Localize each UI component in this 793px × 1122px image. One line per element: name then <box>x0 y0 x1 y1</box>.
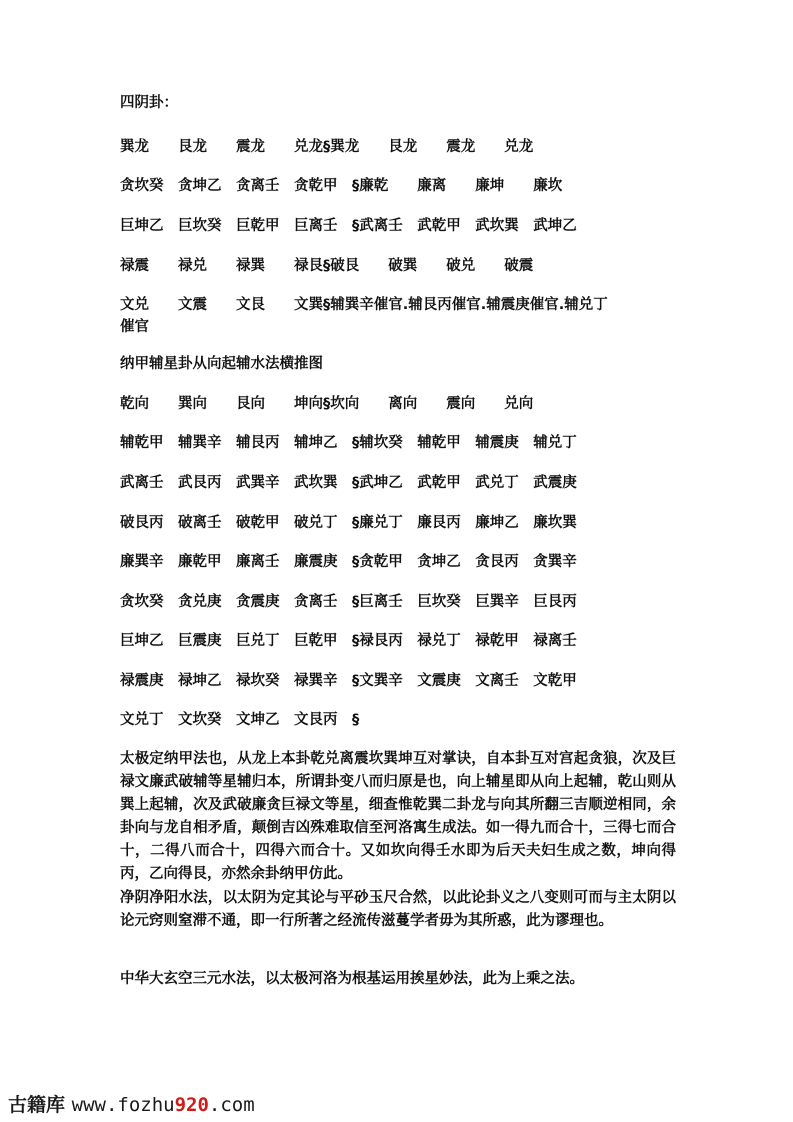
section-heading: 纳甲辅星卦从向起辅水法横推图 <box>120 356 323 372</box>
text-line: 破艮丙 破离壬 破乾甲 破兑丁 §廉兑丁 廉艮丙 廉坤乙 廉坎巽 <box>120 515 577 531</box>
body-paragraph: 净阴净阳水法，以太阴为定其论与平砂玉尺合然，以此论卦义之八变则可而与主太阴以论元窍则窒滞不通，即一行所著之经流传滋蔓学者毋为其所惑，此为谬理也。 <box>120 890 676 929</box>
body-paragraph: 中华大玄空三元水法，以太极河洛为根基运用挨星妙法，此为上乘之法。 <box>120 971 584 987</box>
text-line: 巨坤乙 巨震庚 巨兑丁 巨乾甲 §禄艮丙 禄兑丁 禄乾甲 禄离壬 <box>120 633 577 649</box>
text-line: 辅乾甲 辅巽辛 辅艮丙 辅坤乙 §辅坎癸 辅乾甲 辅震庚 辅兑丁 <box>120 435 577 451</box>
text-line: 武离壬 武艮丙 武巽辛 武坎巽 §武坤乙 武乾甲 武兑丁 武震庚 <box>120 475 577 491</box>
site-name: 古籍库 <box>8 1094 66 1116</box>
text-line: 文兑丁 文坎癸 文坤乙 文艮丙 § <box>120 712 360 728</box>
heading-four-yin-gua: 四阴卦： <box>120 95 178 111</box>
text-line: 文兑 文震 文艮 文巽§辅巽辛催官.辅艮丙催官.辅震庚催官.辅兑丁 催官 <box>120 297 608 335</box>
site-url: www.fozhu920.com <box>71 1094 255 1116</box>
text-line: 禄震 禄兑 禄巽 禄艮§破艮 破巽 破兑 破震 <box>120 258 534 274</box>
text-line: 禄震庚 禄坤乙 禄坎癸 禄巽辛 §文巽辛 文震庚 文离壬 文乾甲 <box>120 673 577 689</box>
body-paragraph: 太极定纳甲法也，从龙上本卦乾兑离震坎巽坤互对掌诀，自本卦互对宫起贪狼，次及巨禄文廉武破辅等星辅归本，所谓卦变八而归原是也，向上辅星即从向上起辅，乾山则从巽上起辅，次及武破廉贪巨禄文等星，细查惟乾巽二卦龙与向其所翻三吉顺逆相同，余卦向与龙自相矛盾，颠倒吉凶殊难取信至河洛寓生成法。如一得九而合十，三得七而合十，二得八而合十，四得六而合十。又如坎向得壬水即为后天夫妇生成之数，坤向得丙，乙向得艮，亦然余卦纳甲仿此。 <box>120 751 676 882</box>
text-line: 贪坎癸 贪兑庚 贪震庚 贪离壬 §巨离壬 巨坎癸 巨巽辛 巨艮丙 <box>120 594 577 610</box>
text-line: 乾向 巽向 艮向 坤向§坎向 离向 震向 兑向 <box>120 396 534 412</box>
text-line: 巨坤乙 巨坎癸 巨乾甲 巨离壬 §武离壬 武乾甲 武坎巽 武坤乙 <box>120 218 577 234</box>
watermark-footer <box>8 1090 255 1117</box>
text-line: 廉巽辛 廉乾甲 廉离壬 廉震庚 §贪乾甲 贪坤乙 贪艮丙 贪巽辛 <box>120 554 577 570</box>
text-line: 贪坎癸 贪坤乙 贪离壬 贪乾甲 §廉乾 廉离 廉坤 廉坎 <box>120 178 563 194</box>
text-line: 巽龙 艮龙 震龙 兑龙§巽龙 艮龙 震龙 兑龙 <box>120 139 534 155</box>
